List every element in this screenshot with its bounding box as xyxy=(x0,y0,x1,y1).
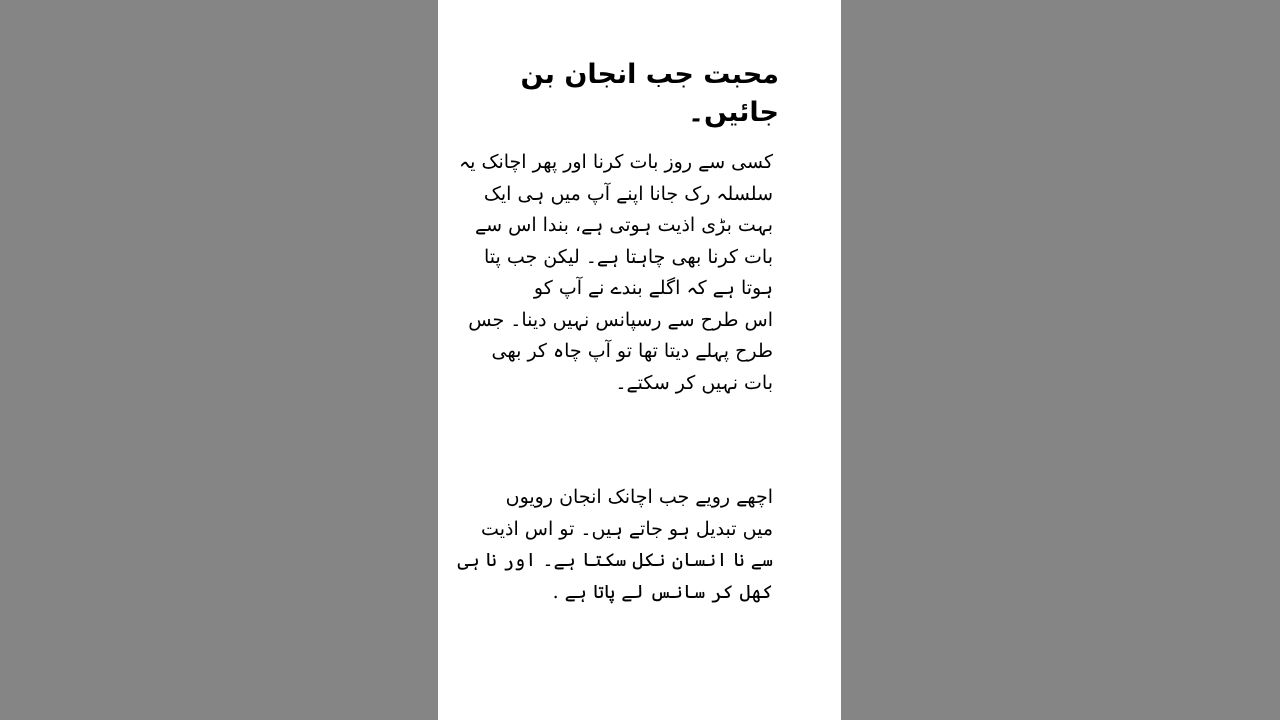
text-line: بات نہیں کر سکتے۔ xyxy=(615,371,773,394)
text-line: ہوتا ہے کہ اگلے بندے نے آپ کو xyxy=(533,277,773,299)
text-line: اس طرح سے رسپانس نہیں دینا۔ جس xyxy=(468,308,773,331)
paragraph-1 xyxy=(459,147,773,399)
text-line: میں تبدیل ہو جاتے ہیں۔ تو اس اذیت xyxy=(481,517,773,540)
text-line: طرح پہلے دیتا تھا تو آپ چاہ کر بھی xyxy=(491,340,773,362)
text-line: کھل کر سانس لے پاتا ہے . xyxy=(552,580,773,603)
title-line: جائیں۔ xyxy=(688,97,779,128)
text-line: سلسلہ رک جانا اپنے آپ میں ہی ایک xyxy=(483,182,773,205)
text-line: اچھے رویے جب اچانک انجان رویوں xyxy=(505,486,773,508)
text-line: بہت بڑی اذیت ہوتی ہے، بندا اس سے xyxy=(475,214,773,236)
title-line: محبت جب انجان بن xyxy=(520,59,779,90)
text-line: کسی سے روز بات کرنا اور پھر اچانک یہ xyxy=(459,151,773,173)
paragraph-2 xyxy=(457,482,773,608)
post-title xyxy=(519,56,779,132)
text-card xyxy=(438,0,841,720)
text-line: بات کرنا بھی چاہتا ہے۔ لیکن جب پتا xyxy=(483,245,773,268)
text-line: سے نا انسان نکل سکتا ہے۔ اور نا ہی xyxy=(457,549,773,571)
